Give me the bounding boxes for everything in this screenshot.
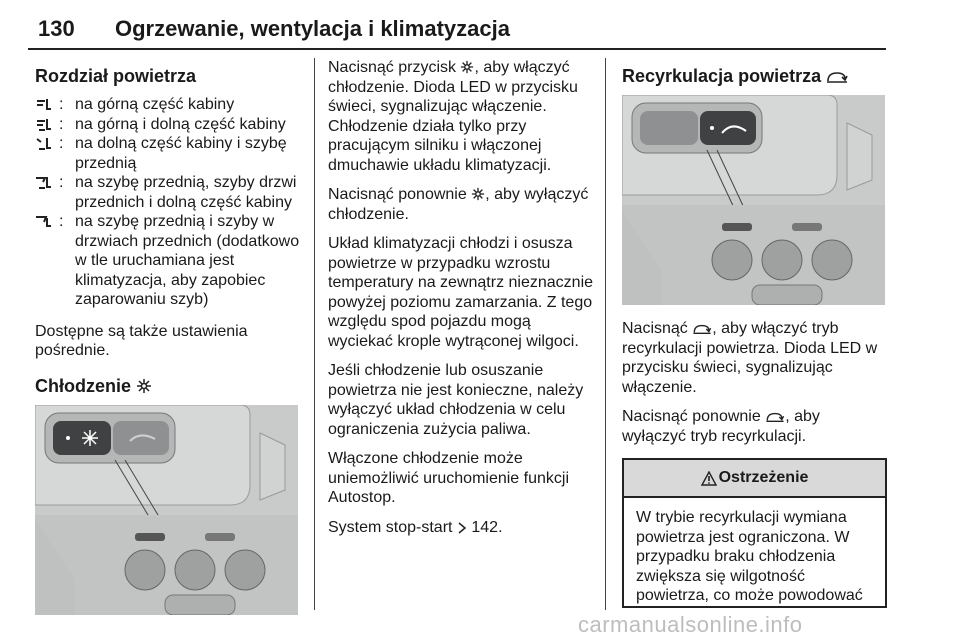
dashboard-drawing (35, 405, 298, 615)
ac-snowflake-icon (136, 378, 152, 394)
air-distribution-heading: Rozdział powietrza (35, 66, 197, 86)
ac-dehumidify-text: Układ klimatyzacji chłodzi i osusza powietrze w przypadku wzrostu temperatury na zewnątrz nieznacznie powyżej poziomu zamarzania. Z tego względu spod pojazdu mogą wyciekać krople wytrąconej wilgoci. (328, 235, 594, 350)
cooling-economy-text: Jeśli chłodzenie lub osuszanie powietrza nie jest konieczne, należy wyłączyć układ chłodzenia w celu ograniczenia zużycia paliwa. (328, 362, 584, 438)
air-windscreen-doors-lower-icon (35, 175, 53, 191)
mode-text: na górną i dolną część kabiny (75, 115, 286, 133)
page-reference-icon (457, 522, 467, 534)
air-upper-icon (35, 97, 53, 113)
column-2 (328, 58, 598, 547)
mode-item: : na górną i dolną część kabiny (35, 115, 305, 135)
recirculation-icon (692, 323, 712, 335)
warning-triangle-icon (701, 471, 717, 486)
mode-text: na szybę przednią, szyby drzwi przednich i dolną część kabiny (75, 174, 297, 211)
air-upper-lower-icon (35, 117, 53, 133)
column-divider (314, 58, 315, 610)
column-3 (622, 58, 887, 608)
mode-item: : na szybę przednią, szyby drzwi przednich i dolną część kabiny (35, 173, 305, 212)
column-1 (35, 58, 305, 615)
cooling-off-text: Nacisnąć ponownie , aby wyłączyć chłodzenie. (328, 186, 589, 223)
warning-box (622, 458, 887, 608)
recirculation-off-text: Nacisnąć ponownie , aby wyłączyć tryb recyrkulacji. (622, 408, 820, 445)
warning-text: W trybie recyrkulacji wymiana powietrza jest ograniczona. W przypadku braku chłodzenia zwiększa się wilgotność powietrza, co może powodować (636, 509, 863, 604)
ac-button-illustration (35, 405, 298, 615)
recirculation-icon (826, 70, 848, 84)
mode-text: na górną część kabiny (75, 96, 235, 113)
dashboard-drawing (622, 95, 885, 305)
ac-snowflake-icon (460, 60, 474, 74)
mode-item: : na dolną część kabiny i szybę przednią (35, 134, 305, 173)
mode-text: na szybę przednią i szyby w drzwiach przednich (dodatkowo w tle uruchamiana jest klimatyzacja, aby zapobiec zaparowaniu szyb) (75, 213, 300, 308)
defrost-icon (35, 214, 53, 230)
recirculation-on-text: Nacisnąć , aby włączyć tryb recyrkulacji powietrza. Dioda LED w przycisku świeci, sygnalizując włączenie. (622, 320, 878, 396)
ac-snowflake-icon (471, 187, 485, 201)
recirculation-heading: Recyrkulacja powietrza (622, 65, 887, 87)
mode-text: na dolną część kabiny i szybę przednią (75, 135, 287, 172)
header-rule (28, 48, 886, 50)
page-number: 130 (38, 16, 75, 41)
cooling-heading: Chłodzenie (35, 375, 305, 397)
cooling-on-text: Nacisnąć przycisk , aby włączyć chłodzenie. Dioda LED w przycisku świeci, sygnalizując włączenie. Chłodzenie działa tylko przy pracującym silniku i włączonej dmuchawie układu klimatyzacji. (328, 59, 578, 174)
watermark: carmanualsonline.info (578, 612, 803, 637)
recirculation-icon (765, 411, 785, 423)
column-divider (605, 58, 606, 610)
mode-item: : na szybę przednią i szyby w drzwiach przednich (dodatkowo w tle uruchamiana jest klimatyzacja, aby zapobiec zaparowaniu szyb) (35, 212, 305, 310)
mode-item: : na górną część kabiny (35, 95, 305, 115)
autostop-text: Włączone chłodzenie może uniemożliwić uruchomienie funkcji Autostop. (328, 450, 569, 506)
stop-start-reference: System stop-start 142. (328, 518, 503, 536)
warning-header: Ostrzeżenie (624, 460, 885, 498)
recirculation-button-illustration (622, 95, 885, 305)
page-title: Ogrzewanie, wentylacja i klimatyzacja (115, 16, 510, 41)
intermediate-settings-text: Dostępne są także ustawienia pośrednie. (35, 322, 248, 359)
air-lower-windscreen-icon (35, 136, 53, 152)
